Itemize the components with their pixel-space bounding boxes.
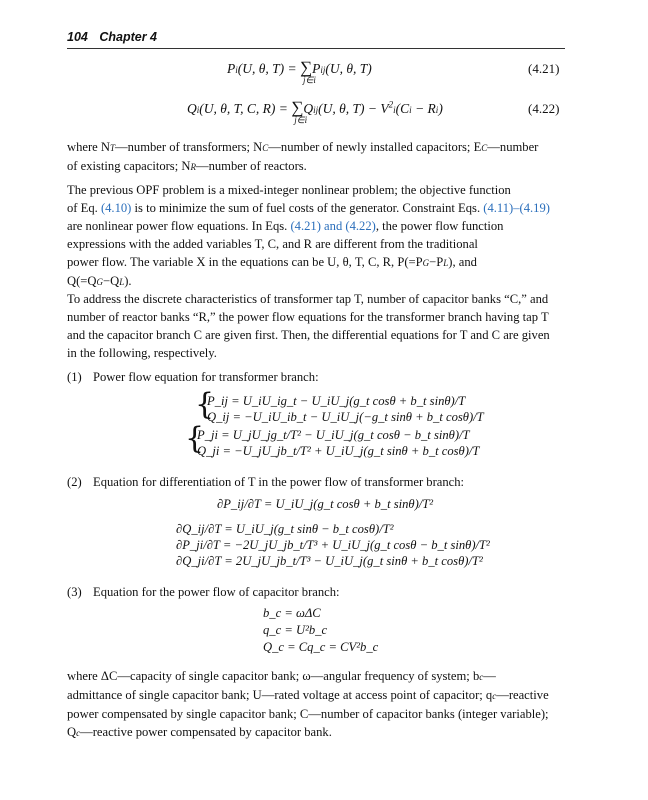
eq-Qc: Q_c = Cq_c = CV²b_c <box>263 640 379 654</box>
equation-number-4-21: (4.21) <box>528 61 560 76</box>
equation-4-21: Pi(U, θ, T) = ∑ j∈i Pij(U, θ, T) <box>227 58 372 85</box>
eq-pij: P_ij = U_iU_ig_t − U_iU_j(g_t cosθ + b_t sinθ)/T <box>207 394 466 408</box>
eq-qji: Q_ji = −U_jU_jb_t/T² + U_iU_j(g_t sinθ + b_t cosθ)/T <box>197 444 480 458</box>
summation-symbol: ∑ j∈i <box>291 98 308 125</box>
page-header <box>67 30 565 49</box>
paragraph-capacitor-definitions: where ΔC—capacity of single capacitor bank; ω—angular frequency of system; bc— admittance of single capacitor bank; U—rated voltage at access point of capacitor; qc—reactive power compensated by single capacitor bank; C—number of capacitor banks (integer variable); Qc—reactive power compensated by capacitor bank. <box>67 669 549 739</box>
paragraph-opf: The previous OPF problem is a mixed-integer nonlinear problem; the objective function of Eq. (4.10) is to minimize the sum of fuel costs of the generator. Constraint Eqs. (4.11)–(4.19) are nonlinear power flow equations. In Eqs. (4.21) and (4.22), the power flow function expressions with the added variables T, C, and R are different from the traditional power flow. The variable X in the equations can be U, θ, T, C, R, P(=PG−PL), and Q(=QG−QL). <box>67 183 550 288</box>
summation-symbol: ∑ j∈i <box>300 58 316 85</box>
brace-left: { <box>195 387 215 422</box>
chapter-title: Chapter 4 <box>99 30 157 44</box>
eq-pji: P_ji = U_jU_jg_t/T² − U_iU_j(g_t cosθ − b_t sinθ)/T <box>197 428 470 442</box>
eq-dpji-dt: ∂P_ji/∂T = −2U_jU_jb_t/T³ + U_iU_j(g_t cosθ − b_t sinθ)/T² <box>176 538 490 552</box>
link-eq-4-21-4-22[interactable]: (4.21) and (4.22) <box>290 219 376 233</box>
paragraph-definitions: where NT—number of transformers; NC—number of newly installed capacitors; EC—number of existing capacitors; NR—number of reactors. <box>67 140 539 173</box>
list-item-3: (3) Equation for the power flow of capacitor branch: <box>67 585 340 599</box>
eq-qc: q_c = U²b_c <box>263 623 328 637</box>
link-eq-4-10[interactable]: (4.10) <box>100 201 132 215</box>
eq-dqij-dt: ∂Q_ij/∂T = U_iU_j(g_t sinθ − b_t cosθ)/T² <box>176 522 394 536</box>
eq-bc: b_c = ωΔC <box>263 606 321 620</box>
page-number: 104 <box>67 30 88 44</box>
eq-qij: Q_ij = −U_iU_ib_t − U_iU_j(−g_t sinθ + b_t cosθ)/T <box>207 410 484 424</box>
paragraph-discrete: To address the discrete characteristics of transformer tap T, number of capacitor banks “C,” and number of reactor banks “R,” the power flow equations for the transformer branch having tap T and the capacitor branch C are given first. Then, the differential equations for T and C are given in the following, respectively. <box>67 292 550 360</box>
equation-4-22: Qi(U, θ, T, C, R) = ∑ j∈i Qij(U, θ, $T) - V^2i(Ci - Ri)$ <box>187 98 443 125</box>
list-item-1: (1) Power flow equation for transformer branch: <box>67 370 319 384</box>
eq-dqji-dt: ∂Q_ji/∂T = 2U_jU_jb_t/T³ − U_iU_j(g_t sinθ + b_t cosθ)/T² <box>176 554 483 568</box>
brace-left: { <box>185 421 205 456</box>
eq-dpij-dt: ∂P_ij/∂T = U_iU_j(g_t cosθ + b_t sinθ)/T² <box>217 497 434 511</box>
link-eq-4-11-4-19[interactable]: (4.11)–(4.19) <box>483 201 550 215</box>
list-item-2: (2) Equation for differentiation of T in the power flow of transformer branch: <box>67 475 465 489</box>
equation-number-4-22: (4.22) <box>528 101 560 116</box>
